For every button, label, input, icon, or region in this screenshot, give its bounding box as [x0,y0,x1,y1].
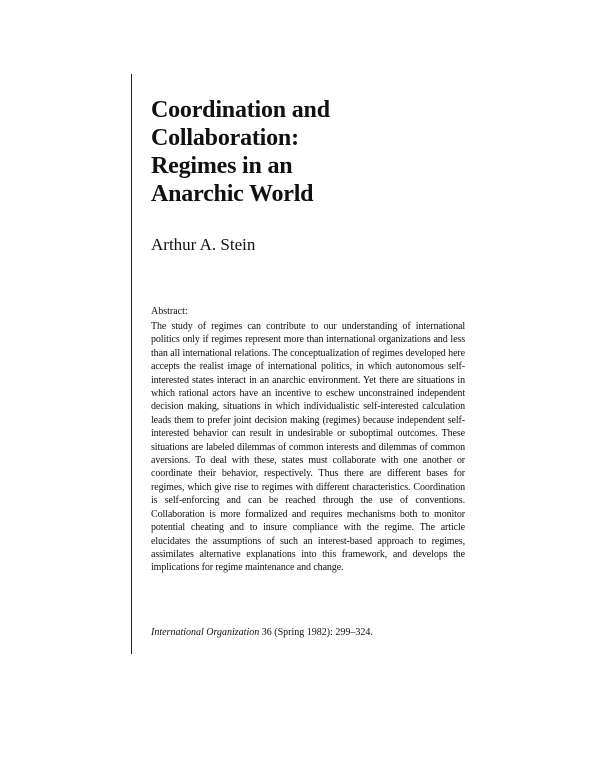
abstract-label: Abstract: [151,306,188,317]
margin-rule [131,74,132,654]
title-line-2: Collaboration: [151,125,299,151]
title-line-4: Anarchic World [151,181,314,207]
author-name: Arthur A. Stein [151,235,256,254]
citation-details: 36 (Spring 1982): 299–324. [259,627,373,638]
article-title [151,96,330,208]
citation [151,626,373,639]
citation-journal: International Organization [151,627,260,638]
title-line-3: Regimes in an [151,153,293,179]
title-line-1: Coordination and [151,97,330,123]
abstract-body: The study of regimes can contribute to our understanding of international politics only if regimes represent more than international organizations and less than all international relations. The conceptualization of regimes developed here accepts the realist image of international politics, in which autonomous self-interested states interact in an anarchic environment. Yet there are situations in which rational actors have an incentive to eschew unconstrained independent decision making, situations in which individualistic self-interested calculation leads them to prefer joint decision making (regimes) because independent self-interested behavior can result in undesirable or suboptimal outcomes. These situations are labeled dilemmas of common interests and dilemmas of common aversions. To deal with these, states must collaborate with one another or coordinate their behavior, respectively. Thus there are different bases for regimes, which give rise to regimes with different characteristics. Coordination is self-enforcing and can be reached through the use of conventions. Collaboration is more formalized and requires mechanisms both to monitor potential cheating and to insure compliance with the regime. The article elucidates the assumptions of such an interest-based approach to regimes, assimilates alternative explanations into this framework, and develops the implications for regime maintenance and change. [151,321,465,574]
